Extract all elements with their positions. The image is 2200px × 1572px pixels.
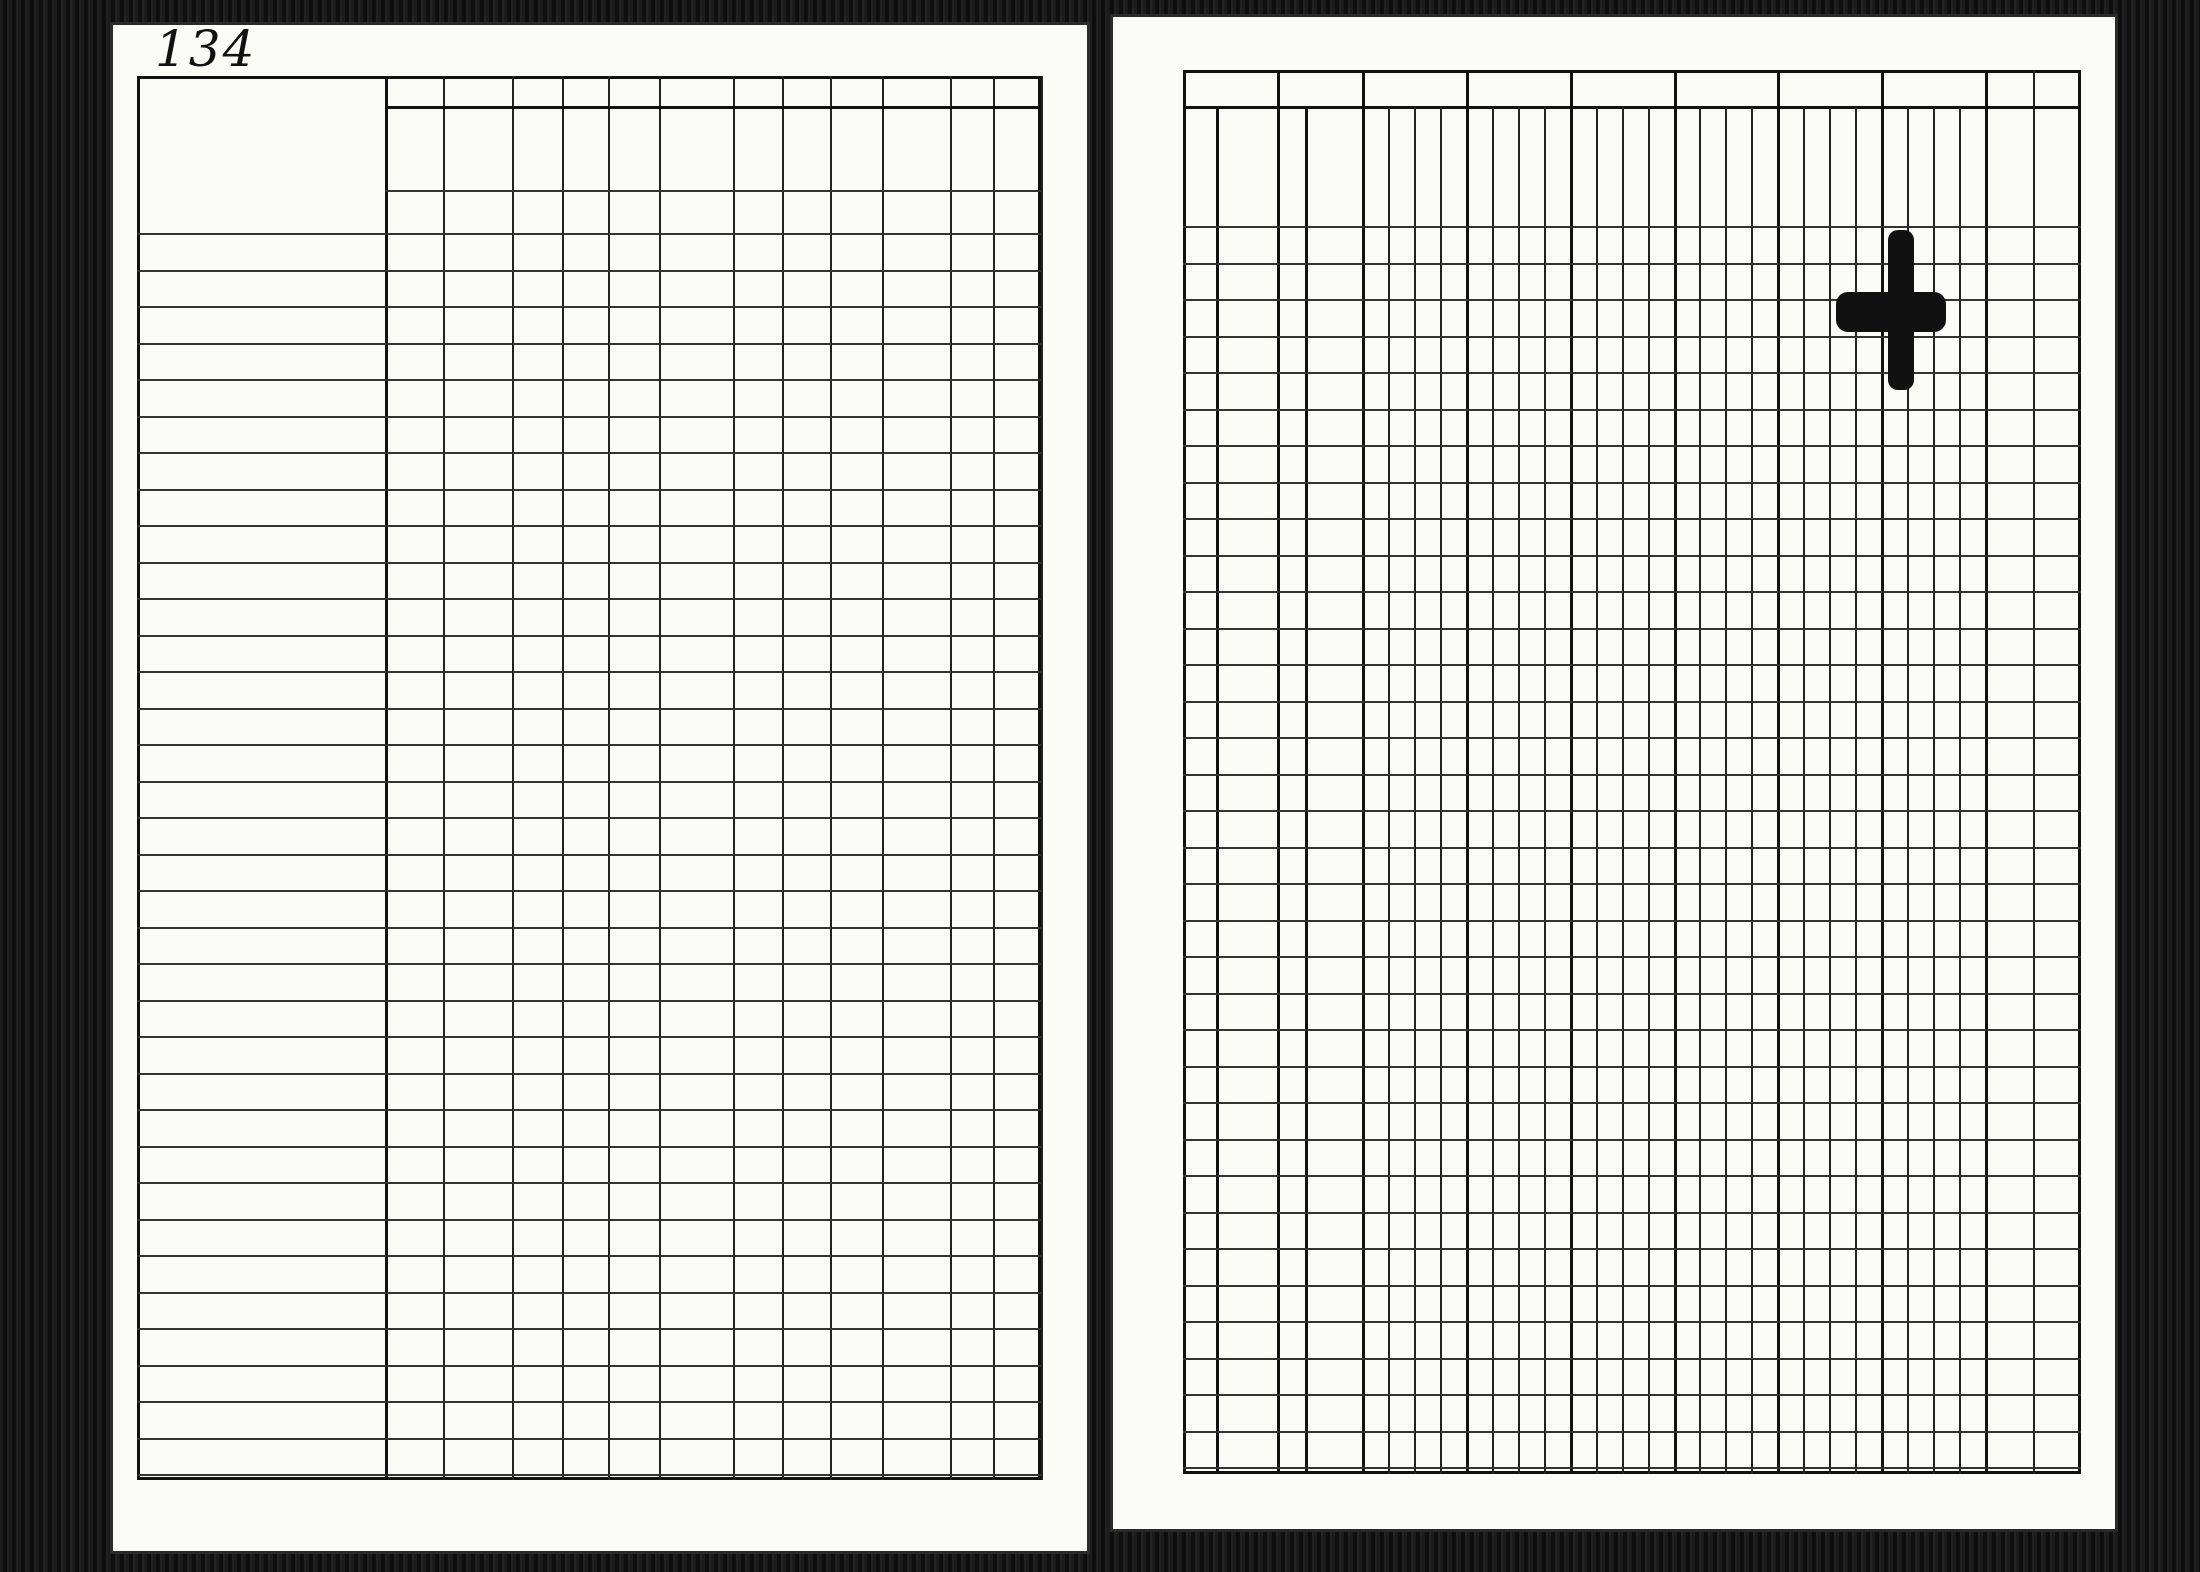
column-divider xyxy=(882,76,884,1480)
row-rule xyxy=(137,744,1041,746)
column-divider xyxy=(782,76,784,1480)
row-rule xyxy=(137,708,1041,710)
row-rule xyxy=(1183,1029,2081,1031)
year-subcolumn xyxy=(1440,106,1442,1474)
row-rule xyxy=(137,525,1041,527)
row-rule xyxy=(137,379,1041,381)
row-rule xyxy=(1183,591,2081,593)
row-rule xyxy=(1183,737,2081,739)
row-rule xyxy=(1183,1467,2081,1469)
row-rule xyxy=(1183,701,2081,703)
year-group-divider xyxy=(1466,70,1469,1474)
year-group-divider xyxy=(1570,70,1573,1474)
year-subcolumn xyxy=(1596,106,1598,1474)
row-rule xyxy=(1183,482,2081,484)
header-top-rule xyxy=(385,106,1041,109)
year-subcolumn xyxy=(1829,106,1831,1474)
row-rule xyxy=(1183,1212,2081,1214)
row-rule xyxy=(1183,993,2081,995)
row-rule xyxy=(1183,1394,2081,1396)
row-rule xyxy=(137,781,1041,783)
column-divider xyxy=(1277,70,1280,1474)
row-rule xyxy=(1183,1248,2081,1250)
row-rule xyxy=(1183,883,2081,885)
column-divider xyxy=(1216,106,1219,1474)
year-subcolumn xyxy=(1751,106,1753,1474)
column-divider xyxy=(443,76,445,1480)
row-rule xyxy=(137,1255,1041,1257)
column-divider xyxy=(1041,76,1043,1480)
row-rule xyxy=(1183,336,2081,338)
year-subcolumn xyxy=(1518,106,1520,1474)
row-rule xyxy=(137,671,1041,673)
right-register-table xyxy=(1183,70,2081,1474)
page-number: 134 xyxy=(155,20,257,78)
row-rule xyxy=(1183,1358,2081,1360)
year-group-divider xyxy=(1362,70,1365,1474)
row-rule xyxy=(137,598,1041,600)
row-rule xyxy=(137,1000,1041,1002)
row-rule xyxy=(1183,555,2081,557)
column-divider xyxy=(562,76,564,1480)
row-rule xyxy=(1183,372,2081,374)
row-rule xyxy=(1183,1431,2081,1433)
row-rule xyxy=(137,1182,1041,1184)
row-rule xyxy=(137,343,1041,345)
column-divider xyxy=(950,76,952,1480)
year-subcolumn xyxy=(1648,106,1650,1474)
row-rule xyxy=(1183,847,2081,849)
row-rule xyxy=(1183,628,2081,630)
year-subcolumn xyxy=(1388,106,1390,1474)
column-divider xyxy=(385,76,388,1480)
year-subcolumn xyxy=(1414,106,1416,1474)
column-divider xyxy=(733,76,735,1480)
row-rule xyxy=(1183,263,2081,265)
row-rule xyxy=(1183,445,2081,447)
row-rule xyxy=(137,1146,1041,1148)
header-bottom-rule xyxy=(385,190,1041,192)
column-divider xyxy=(1305,106,1308,1474)
column-divider xyxy=(1183,70,1186,1474)
row-rule xyxy=(137,416,1041,418)
column-divider xyxy=(993,76,995,1480)
year-subcolumn xyxy=(1622,106,1624,1474)
row-rule xyxy=(1183,518,2081,520)
row-rule xyxy=(137,1036,1041,1038)
column-divider xyxy=(608,76,610,1480)
row-rule xyxy=(1183,1175,2081,1177)
row-rule xyxy=(1183,1066,2081,1068)
column-divider xyxy=(830,76,832,1480)
row-rule xyxy=(137,1109,1041,1111)
row-rule xyxy=(1183,1139,2081,1141)
row-rule xyxy=(137,963,1041,965)
row-rule xyxy=(137,890,1041,892)
year-subcolumn xyxy=(1699,106,1701,1474)
row-rule xyxy=(1183,920,2081,922)
year-subcolumn xyxy=(1959,106,1961,1474)
row-rule xyxy=(137,1365,1041,1367)
row-rule xyxy=(137,1219,1041,1221)
year-group-divider xyxy=(1777,70,1780,1474)
row-rule xyxy=(137,1474,1041,1476)
row-rule xyxy=(137,635,1041,637)
year-subcolumn xyxy=(1803,106,1805,1474)
row-rule xyxy=(137,1401,1041,1403)
row-rule xyxy=(137,233,1041,235)
row-rule xyxy=(137,562,1041,564)
year-group-divider xyxy=(1985,70,1988,1474)
row-rule xyxy=(1183,956,2081,958)
row-rule xyxy=(1183,409,2081,411)
row-rule xyxy=(1183,1321,2081,1323)
year-group-divider xyxy=(1881,70,1884,1474)
row-rule xyxy=(137,927,1041,929)
ink-blot xyxy=(1836,292,1946,332)
row-rule xyxy=(137,1438,1041,1440)
column-divider xyxy=(659,76,661,1480)
year-group-divider xyxy=(1674,70,1677,1474)
column-divider xyxy=(512,76,514,1480)
row-rule xyxy=(137,854,1041,856)
year-subcolumn xyxy=(1492,106,1494,1474)
row-rule xyxy=(1183,664,2081,666)
row-rule xyxy=(137,270,1041,272)
row-rule xyxy=(137,306,1041,308)
left-register-table xyxy=(137,76,1041,1480)
row-rule xyxy=(137,1073,1041,1075)
right-edge-subcolumn xyxy=(2033,70,2035,1474)
row-rule xyxy=(137,817,1041,819)
row-rule xyxy=(137,1328,1041,1330)
row-rule xyxy=(137,452,1041,454)
row-rule xyxy=(1183,1102,2081,1104)
year-subcolumn xyxy=(1544,106,1546,1474)
row-rule xyxy=(1183,226,2081,228)
row-rule xyxy=(1183,774,2081,776)
row-rule xyxy=(137,489,1041,491)
header-rule xyxy=(1183,106,2081,109)
row-rule xyxy=(1183,1285,2081,1287)
row-rule xyxy=(137,1292,1041,1294)
year-subcolumn xyxy=(1725,106,1727,1474)
row-rule xyxy=(1183,810,2081,812)
row-rule xyxy=(1183,299,2081,301)
